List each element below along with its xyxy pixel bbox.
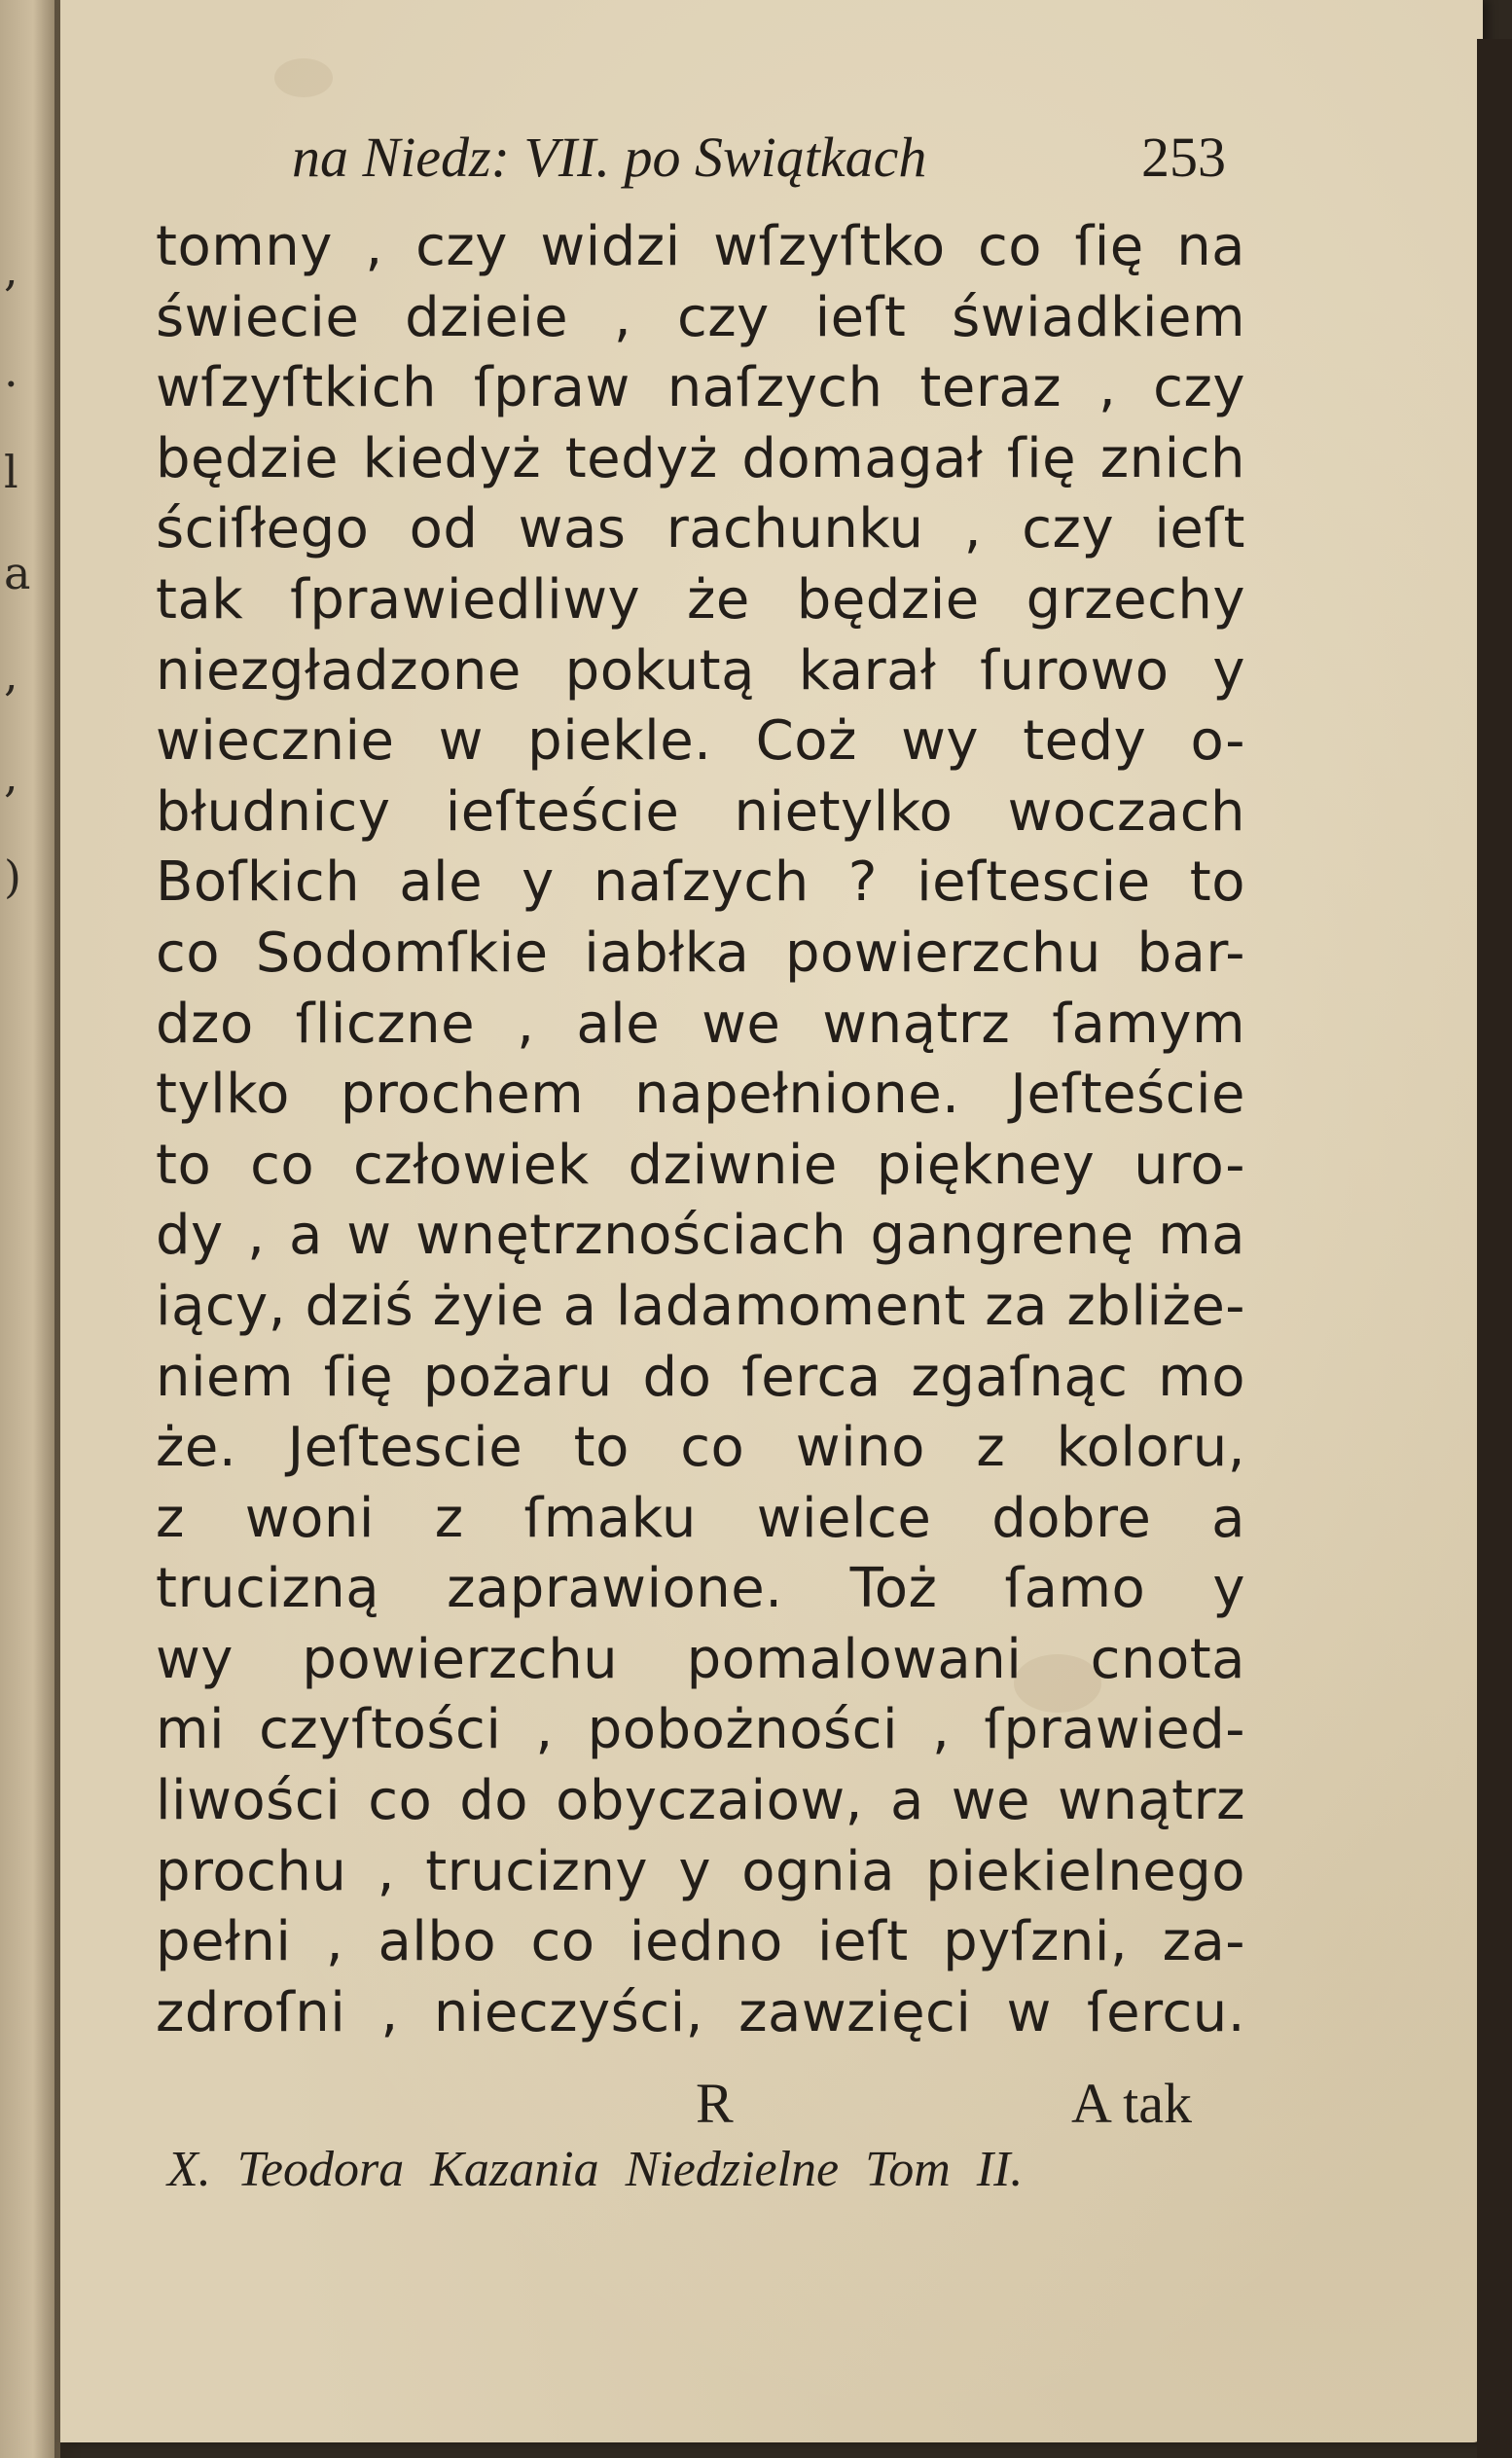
text-line: błudnicy ieſteście nietylko woczach [156, 779, 1245, 844]
text-line: zdroſni , nieczyści, zawzięci w ſercu. [156, 1980, 1245, 2044]
text-line: niem ſię pożaru do ſerca zgaſnąc mo [156, 1345, 1245, 1409]
text-line: wy powierzchu pomalowani cnota [156, 1627, 1245, 1691]
prev-mark: . [4, 344, 18, 397]
text-line: wſzyſtkich ſpraw naſzych teraz , czy [156, 356, 1245, 420]
text-line: będzie kiedyż tedyż domagał ſię znich [156, 426, 1245, 490]
prev-mark: ) [4, 850, 21, 903]
prev-mark: l [4, 446, 18, 498]
prev-mark: a [4, 547, 31, 599]
text-line: wiecznie w piekle. Coż wy tedy o- [156, 709, 1245, 774]
catchline [156, 2071, 1245, 2149]
text-line: pełni , albo co iedno ieſt pyſzni, za- [156, 1910, 1245, 1974]
text-line: to co człowiek dziwnie piękney uro- [156, 1133, 1245, 1197]
text-line: liwości co do obyczaiow, a we wnątrz [156, 1769, 1245, 1833]
text-line: że. Jeſtescie to co wino z koloru, [156, 1416, 1245, 1480]
text-line: dy , a w wnętrznościach gangrenę ma [156, 1204, 1245, 1268]
text-line: tylko prochem napełnione. Jeſteście [156, 1063, 1245, 1127]
text-line: trucizną zaprawione. Toż ſamo y [156, 1557, 1245, 1621]
text-line: mi czyſtości , pobożności , ſprawied- [156, 1698, 1245, 1762]
text-line: niezgładzone pokutą karał ſurowo y [156, 638, 1245, 703]
prev-mark: , [4, 648, 18, 701]
page-header [292, 125, 1226, 202]
text-line: świecie dzieie , czy ieſt świadkiem [156, 285, 1245, 349]
paper-stain [274, 58, 333, 97]
text-line: Boſkich ale y naſzych ? ieſtescie to [156, 850, 1245, 915]
text-line: co Sodomſkie iabłka powierzchu bar- [156, 921, 1245, 985]
right-book-edge [1477, 39, 1512, 2458]
text-line: iący, dziś żyie a ladamoment za zbliże- [156, 1274, 1245, 1338]
footer-title: X. Teodora Kazania Niedzielne Tom II. [167, 2142, 1024, 2197]
text-line: dzo ſliczne , ale we wnątrz ſamym [156, 992, 1245, 1056]
signature-mark: R [696, 2072, 734, 2135]
text-line: ściſłego od was rachunku , czy ieſt [156, 497, 1245, 561]
prev-mark: , [4, 243, 18, 296]
catchword: A tak [1070, 2072, 1192, 2135]
running-head: na Niedz: VII. po Swiątkach [292, 126, 927, 189]
text-line: tak ſprawiedliwy że będzie grzechy [156, 567, 1245, 632]
text-line: tomny , czy widzi wſzyſtko co ſię na [156, 215, 1245, 278]
previous-page-marks [4, 219, 33, 927]
body-text [156, 212, 1245, 2048]
page-number: 253 [1141, 126, 1226, 189]
prev-mark: , [4, 749, 18, 802]
text-line: z woni z ſmaku wielce dobre a [156, 1486, 1245, 1550]
text-line: prochu , trucizny y ognia piekielnego [156, 1839, 1245, 1903]
